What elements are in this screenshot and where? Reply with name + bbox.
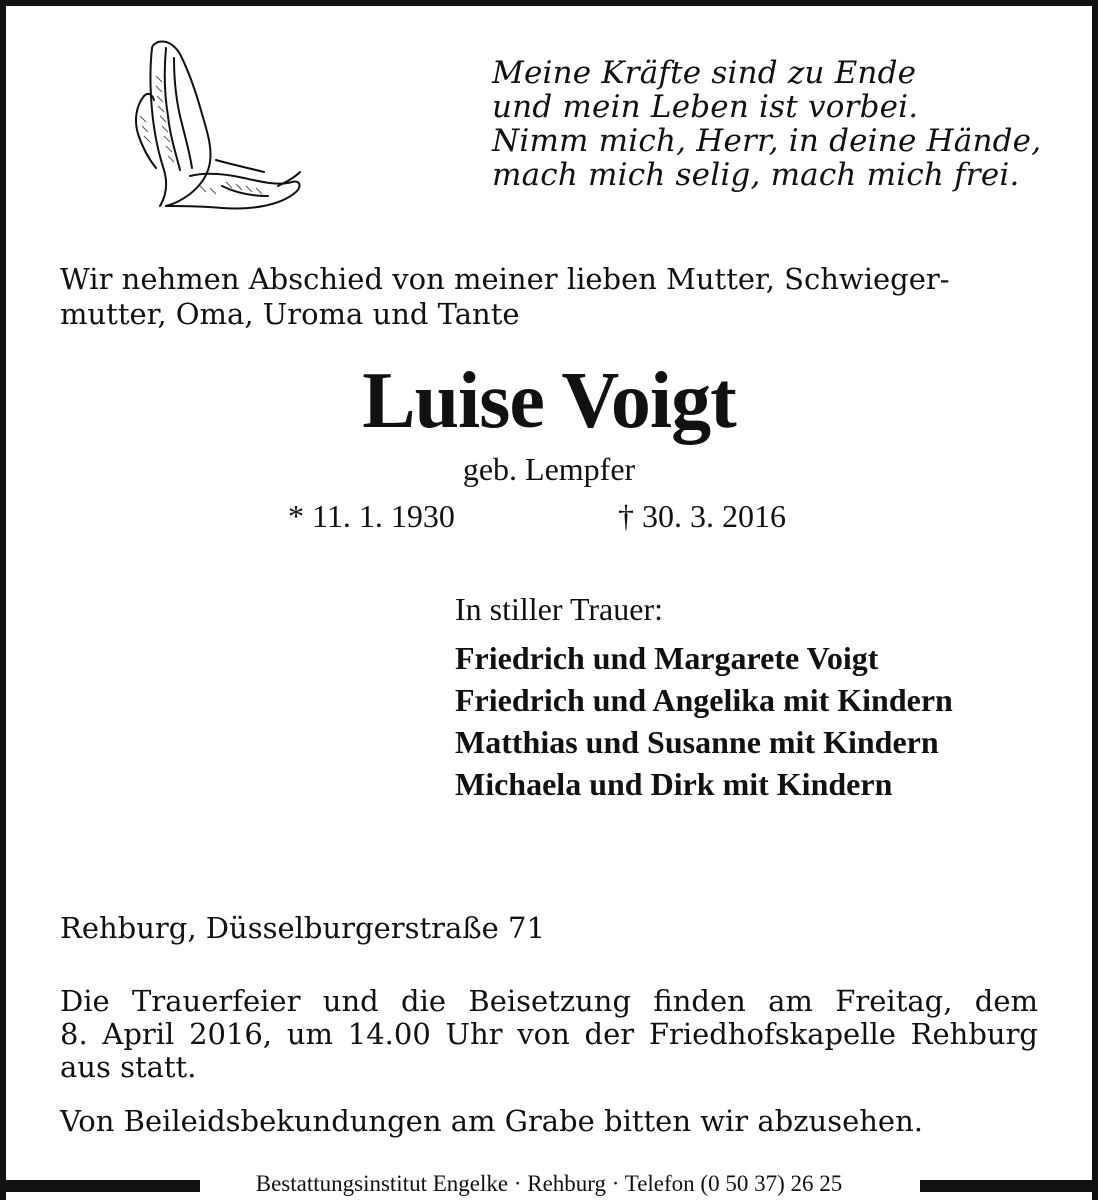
mourners-heading: In stiller Trauer: [455,591,663,627]
birth-date: * 11. 1. 1930 [288,498,455,534]
praying-hands-icon [130,36,305,212]
service-line: aus statt. [60,1050,197,1084]
poem-line: Nimm mich, Herr, in deine Hände, [492,123,1042,159]
mourner-entry: Friedrich und Margarete Voigt [455,640,879,676]
poem-verse [492,56,1041,192]
intro-text [60,262,1040,332]
service-line: Die Trauerfeier und die Beisetzung finden am Freitag, dem [60,984,1038,1018]
mourner-entry: Michaela und Dirk mit Kindern [455,766,893,802]
footer-bar [0,1168,1098,1200]
poem-line: mach mich selig, mach mich frei. [492,157,1020,193]
service-announcement [60,985,1038,1084]
condolence-note: Von Beileidsbekundungen am Grabe bitten wir abzusehen. [60,1104,923,1138]
deceased-name: Luise Voigt [362,357,736,445]
intro-line: Wir nehmen Abschied von meiner lieben Mutter, Schwieger- [60,262,950,296]
death-date: † 30. 3. 2016 [618,498,786,534]
service-line: 8. April 2016, um 14.00 Uhr von der Friedhofskapelle Rehburg [60,1017,1038,1051]
poem-line: Meine Kräfte sind zu Ende [492,55,917,91]
address: Rehburg, Düsselburgerstraße 71 [60,911,545,945]
maiden-name: geb. Lempfer [462,451,636,487]
intro-line: mutter, Oma, Uroma und Tante [60,297,520,331]
poem-line: und mein Leben ist vorbei. [492,89,919,125]
mourner-entry: Friedrich und Angelika mit Kindern [455,682,953,718]
mourner-entry: Matthias und Susanne mit Kindern [455,724,939,760]
footer-text-wrap [0,1168,1098,1200]
funeral-home-footer: Bestattungsinstitut Engelke · Rehburg · Telefon (0 50 37) 26 25 [248,1171,851,1196]
mourners-list [455,637,953,805]
